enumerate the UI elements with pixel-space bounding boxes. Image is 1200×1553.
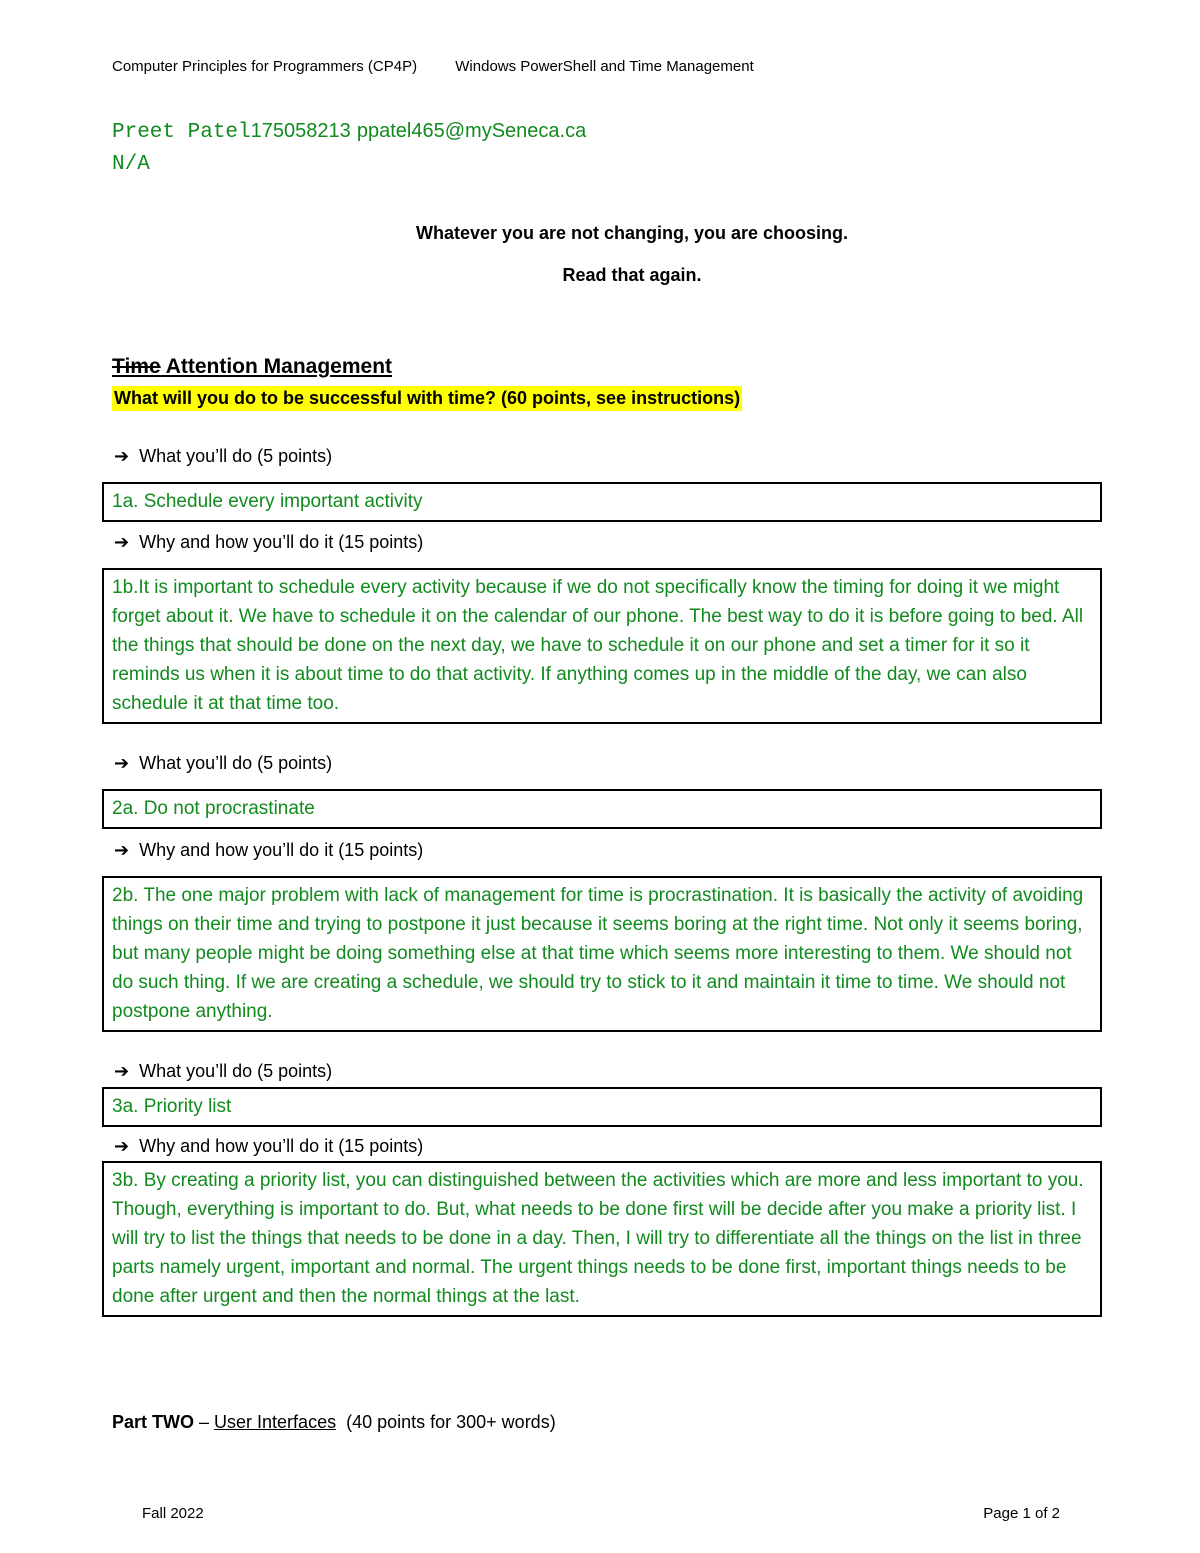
footer-page-number: Page 1 of 2 [983,1505,1060,1522]
student-id: 175058213 [250,120,351,142]
quote-line-1: Whatever you are not changing, you are choosing. [415,223,849,243]
why-prompt-3 [114,1136,423,1157]
part-two-points: (40 points for 300+ words) [336,1412,556,1432]
right-arrow-icon: ➔ [114,1061,130,1081]
right-arrow-icon: ➔ [114,532,130,552]
what-prompt-label-2: What you’ll do (5 points) [139,753,333,773]
what-prompt-label-3: What you’ll do (5 points) [139,1061,333,1081]
email-domain: @mySeneca.ca [444,120,587,142]
part-two-label: Part TWO [112,1412,195,1432]
what-prompt-1 [114,446,332,467]
page-header [112,58,754,75]
why-answer-box-1[interactable]: 1b.It is important to schedule every activity because if we do not specifically know the timing for doing it we might forget about it. We have to schedule it on the calendar of our phone. The best way to do it is before going to bed. All the things that should be done on the next day, we have to schedule it on our phone and set a timer for it so it reminds us when it is about time to do that activity. If anything comes up in the middle of the day, we can also schedule it at that time too. [102,568,1102,724]
why-prompt-label-2: Why and how you’ll do it (15 points) [139,840,424,860]
why-answer-box-3[interactable]: 3b. By creating a priority list, you can distinguished between the activities which are more and less important to you. Though, everything is important to do. But, what needs to be done first will be decide after you make a priority list. I will try to list the things that needs to be done in a day. Then, I will try to differentiate all the things on the list in three parts namely urgent, important and normal. The urgent things needs to be done first, important things needs to be done after urgent and then the normal things at the last. [102,1161,1102,1317]
footer-term: Fall 2022 [142,1505,204,1522]
why-prompt-1 [114,532,423,553]
why-prompt-2 [114,840,423,861]
author-block [112,114,586,181]
email-user: ppatel465 [356,120,445,142]
right-arrow-icon: ➔ [114,753,130,773]
right-arrow-icon: ➔ [114,1136,130,1156]
quote-line-2: Read that again. [562,265,702,285]
what-answer-box-3[interactable]: 3a. Priority list [102,1087,1102,1127]
what-prompt-2 [114,753,332,774]
right-arrow-icon: ➔ [114,840,130,860]
what-prompt-label-1: What you’ll do (5 points) [139,446,333,466]
what-prompt-3 [114,1061,332,1082]
author-line-2: N/A [112,153,150,176]
why-prompt-label-1: Why and how you’ll do it (15 points) [139,532,424,552]
course-title: Computer Principles for Programmers (CP4P) [112,58,418,75]
why-prompt-label-3: Why and how you’ll do it (15 points) [139,1136,424,1156]
section-title [112,355,392,379]
what-answer-box-1[interactable]: 1a. Schedule every important activity [102,482,1102,522]
right-arrow-icon: ➔ [114,446,130,466]
part-two-heading [112,1412,556,1433]
why-answer-box-2[interactable]: 2b. The one major problem with lack of management for time is procrastination. It is basically the activity of avoiding things on their time and trying to postpone it just because it seems boring at the right time. Not only it seems boring, but many people might be doing something else at that time which seems more interesting to them. We should not do such thing. If we are creating a schedule, we should try to stick to it and maintain it time to time. We should not postpone anything. [102,876,1102,1032]
part-two-dash: – [194,1412,215,1432]
what-answer-box-2[interactable]: 2a. Do not procrastinate [102,789,1102,829]
section-title-rest: Attention Management [160,355,393,378]
part-two-topic: User Interfaces [214,1412,337,1432]
highlighted-question: What will you do to be successful with time? (60 points, see instructions) [112,386,742,411]
author-line-1 [112,114,586,149]
topic-title: Windows PowerShell and Time Management [455,58,754,75]
author-name: Preet Patel [112,121,251,144]
struck-word: Time [112,355,161,378]
